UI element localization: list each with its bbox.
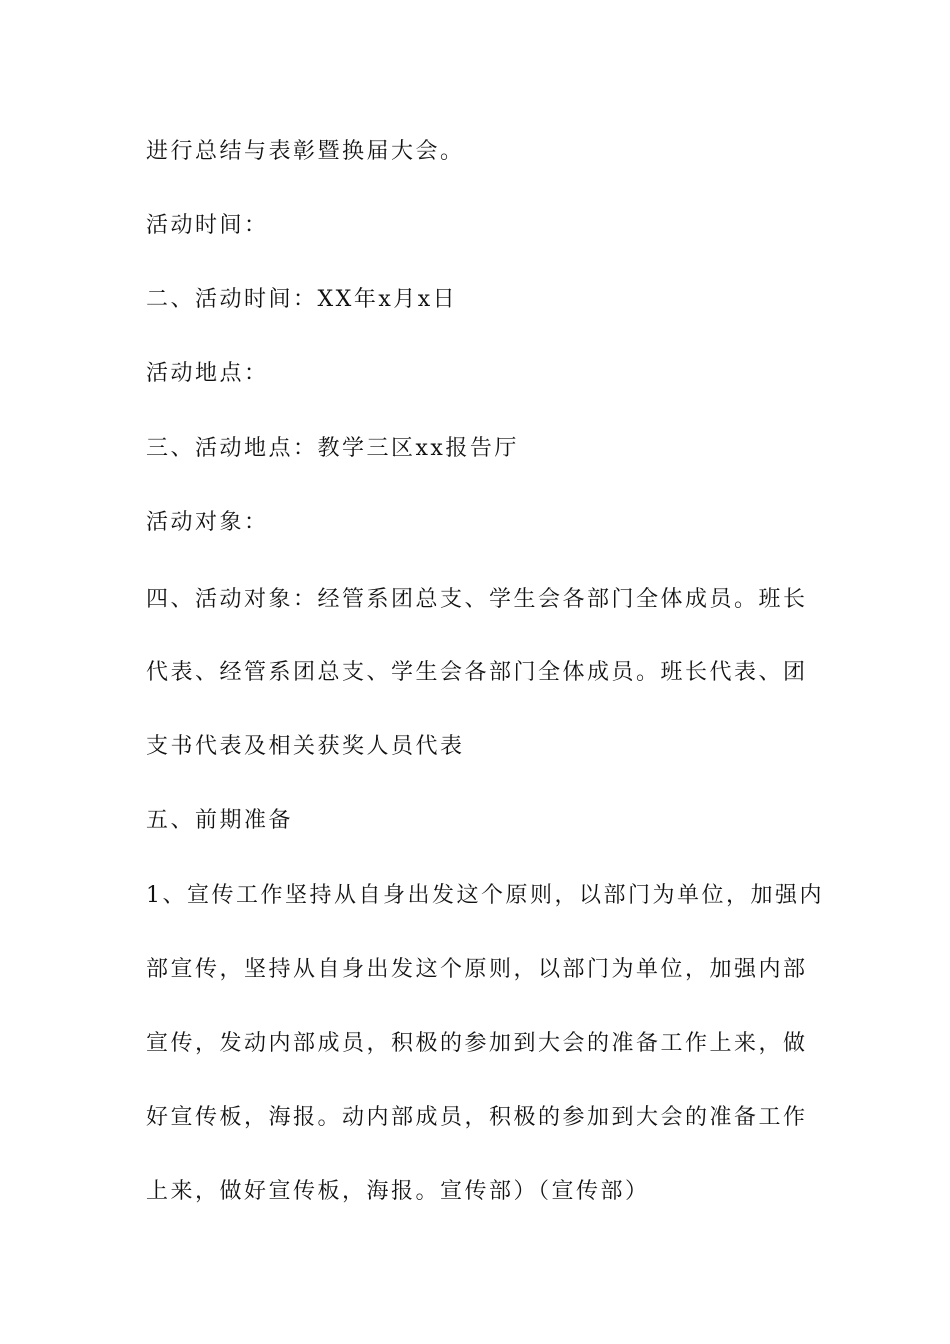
text-line: 二、活动时间：XX年x月x日 <box>146 287 458 312</box>
text-line: 1、宣传工作坚持从自身出发这个原则，以部门为单位，加强内 <box>146 883 824 908</box>
text-line: 四、活动对象：经管系团总支、学生会各部门全体成员。班长 <box>146 587 808 612</box>
text-line: 进行总结与表彰暨换届大会。 <box>146 139 465 164</box>
text-line: 活动时间： <box>146 213 269 238</box>
text-line: 活动对象： <box>146 510 269 535</box>
text-line: 部宣传，坚持从自身出发这个原则，以部门为单位，加强内部 <box>146 957 808 982</box>
text-line: 好宣传板，海报。动内部成员，积极的参加到大会的准备工作 <box>146 1105 808 1130</box>
text-line: 活动地点： <box>146 361 269 386</box>
text-line: 支书代表及相关获奖人员代表 <box>146 734 465 759</box>
text-line: 代表、经管系团总支、学生会各部门全体成员。班长代表、团 <box>146 660 808 685</box>
text-line: 宣传，发动内部成员，积极的参加到大会的准备工作上来，做 <box>146 1031 808 1056</box>
text-line: 上来，做好宣传板，海报。宣传部）（宣传部） <box>146 1179 650 1204</box>
text-line: 三、活动地点：教学三区xx报告厅 <box>146 436 519 461</box>
text-line: 五、前期准备 <box>146 808 294 833</box>
